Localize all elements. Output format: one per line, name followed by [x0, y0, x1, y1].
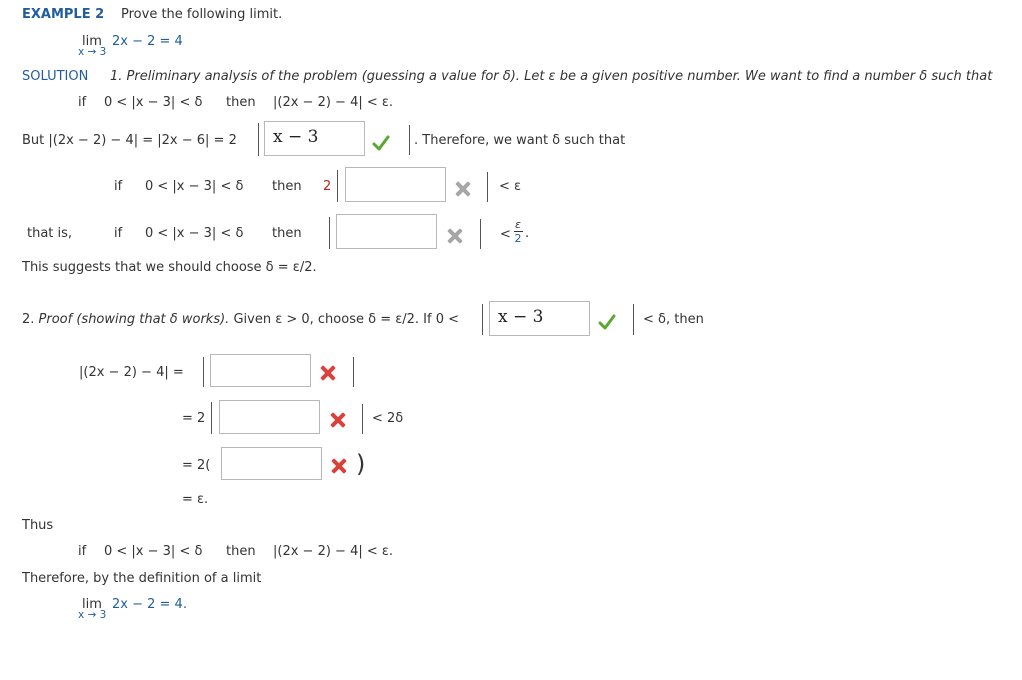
proof-number: 2.: [22, 312, 39, 327]
final-lim-subscript: x → 3: [78, 609, 107, 621]
abs-bar-left: [258, 123, 259, 156]
thus-label: Thus: [22, 518, 54, 533]
row3-condition: 0 < |x − 3| < δ: [145, 226, 244, 241]
proof-line3-close-paren: ): [356, 450, 366, 478]
line2-abs-bar-right: [362, 404, 363, 434]
row2-rhs: < ε: [499, 179, 522, 194]
thus-if: if: [78, 544, 87, 559]
check-icon: [598, 313, 616, 331]
proof-answer-box[interactable]: x − 3: [489, 301, 590, 336]
proof-line3-box[interactable]: [221, 447, 322, 480]
proof-abs-bar-left: [482, 304, 483, 335]
row2-if: if: [114, 179, 123, 194]
but-expression: But |(2x − 2) − 4| = |2x − 6| = 2: [22, 133, 237, 148]
row3-abs-bar-left: [329, 217, 330, 249]
proof-heading: Proof (showing that δ works).: [38, 312, 230, 327]
thus-conclusion: |(2x − 2) − 4| < ε.: [273, 544, 394, 559]
frac-denominator: 2: [514, 232, 522, 245]
therefore-text: . Therefore, we want δ such that: [414, 133, 626, 148]
step1-condition: 0 < |x − 3| < δ: [104, 95, 203, 110]
row2-abs-bar-left: [337, 170, 338, 202]
answer-box-2[interactable]: [345, 167, 446, 202]
thus-then: then: [226, 544, 256, 559]
example-prompt: Prove the following limit.: [121, 7, 283, 22]
proof-intro-rest: Given ε > 0, choose δ = ε/2. If 0 <: [229, 312, 460, 327]
proof-line2-eq: = 2: [182, 411, 206, 426]
row3-less-than: <: [500, 227, 511, 242]
row3-abs-bar-right: [480, 219, 481, 249]
x-mark-icon: [331, 458, 347, 474]
suggests-text: This suggests that we should choose δ = ε/2.: [22, 260, 317, 275]
proof-intro: [22, 312, 459, 327]
step1-text: [110, 69, 992, 84]
final-lim-word: lim: [82, 597, 102, 612]
proof-line4: = ε.: [182, 492, 209, 507]
row3-lead: that is,: [27, 226, 73, 241]
final-lim-expression: 2x − 2 = 4.: [112, 597, 187, 612]
row3-if: if: [114, 226, 123, 241]
step1-then: then: [226, 95, 256, 110]
x-mark-icon: [455, 181, 471, 197]
row3-period: .: [525, 226, 530, 241]
example-label: EXAMPLE 2: [22, 7, 105, 22]
step1-if: if: [78, 95, 87, 110]
check-icon: [372, 134, 390, 152]
therefore-definition: Therefore, by the definition of a limit: [22, 571, 262, 586]
x-mark-icon: [447, 228, 463, 244]
step1-conclusion: |(2x − 2) − 4| < ε.: [273, 95, 394, 110]
proof-line1-box[interactable]: [210, 354, 311, 387]
frac-numerator: ε: [515, 218, 521, 231]
proof-line2-box[interactable]: [219, 400, 320, 434]
row2-abs-bar-right: [487, 172, 488, 202]
line2-abs-bar-left: [211, 402, 212, 434]
proof-abs-bar-right: [633, 304, 634, 335]
epsilon-over-2-fraction: [510, 219, 526, 244]
solution-label: SOLUTION: [22, 69, 89, 84]
lim-word: lim: [82, 34, 102, 49]
abs-bar-right: [409, 125, 410, 155]
thus-condition: 0 < |x − 3| < δ: [104, 544, 203, 559]
x-mark-icon: [320, 365, 336, 381]
proof-after: < δ, then: [643, 312, 704, 327]
line1-abs-bar-left: [203, 357, 204, 387]
lim-subscript: x → 3: [78, 46, 107, 58]
proof-line3-eq: = 2(: [182, 458, 211, 473]
proof-line2-rhs: < 2δ: [372, 411, 404, 426]
step1-sentence: 1. Preliminary analysis of the problem (guessing a value for δ). Let ε be a given positive number. We want to find a number δ such that: [110, 69, 993, 84]
row3-then: then: [272, 226, 302, 241]
proof-line1-lhs: |(2x − 2) − 4| =: [79, 365, 184, 380]
lim-expression: 2x − 2 = 4: [112, 34, 183, 49]
line1-abs-bar-right: [353, 357, 354, 387]
row2-then: then: [272, 179, 302, 194]
x-mark-icon: [330, 412, 346, 428]
answer-box-3[interactable]: [336, 214, 437, 249]
row2-coefficient: 2: [323, 179, 332, 194]
row2-condition: 0 < |x − 3| < δ: [145, 179, 244, 194]
answer-box-1[interactable]: x − 3: [264, 121, 365, 156]
